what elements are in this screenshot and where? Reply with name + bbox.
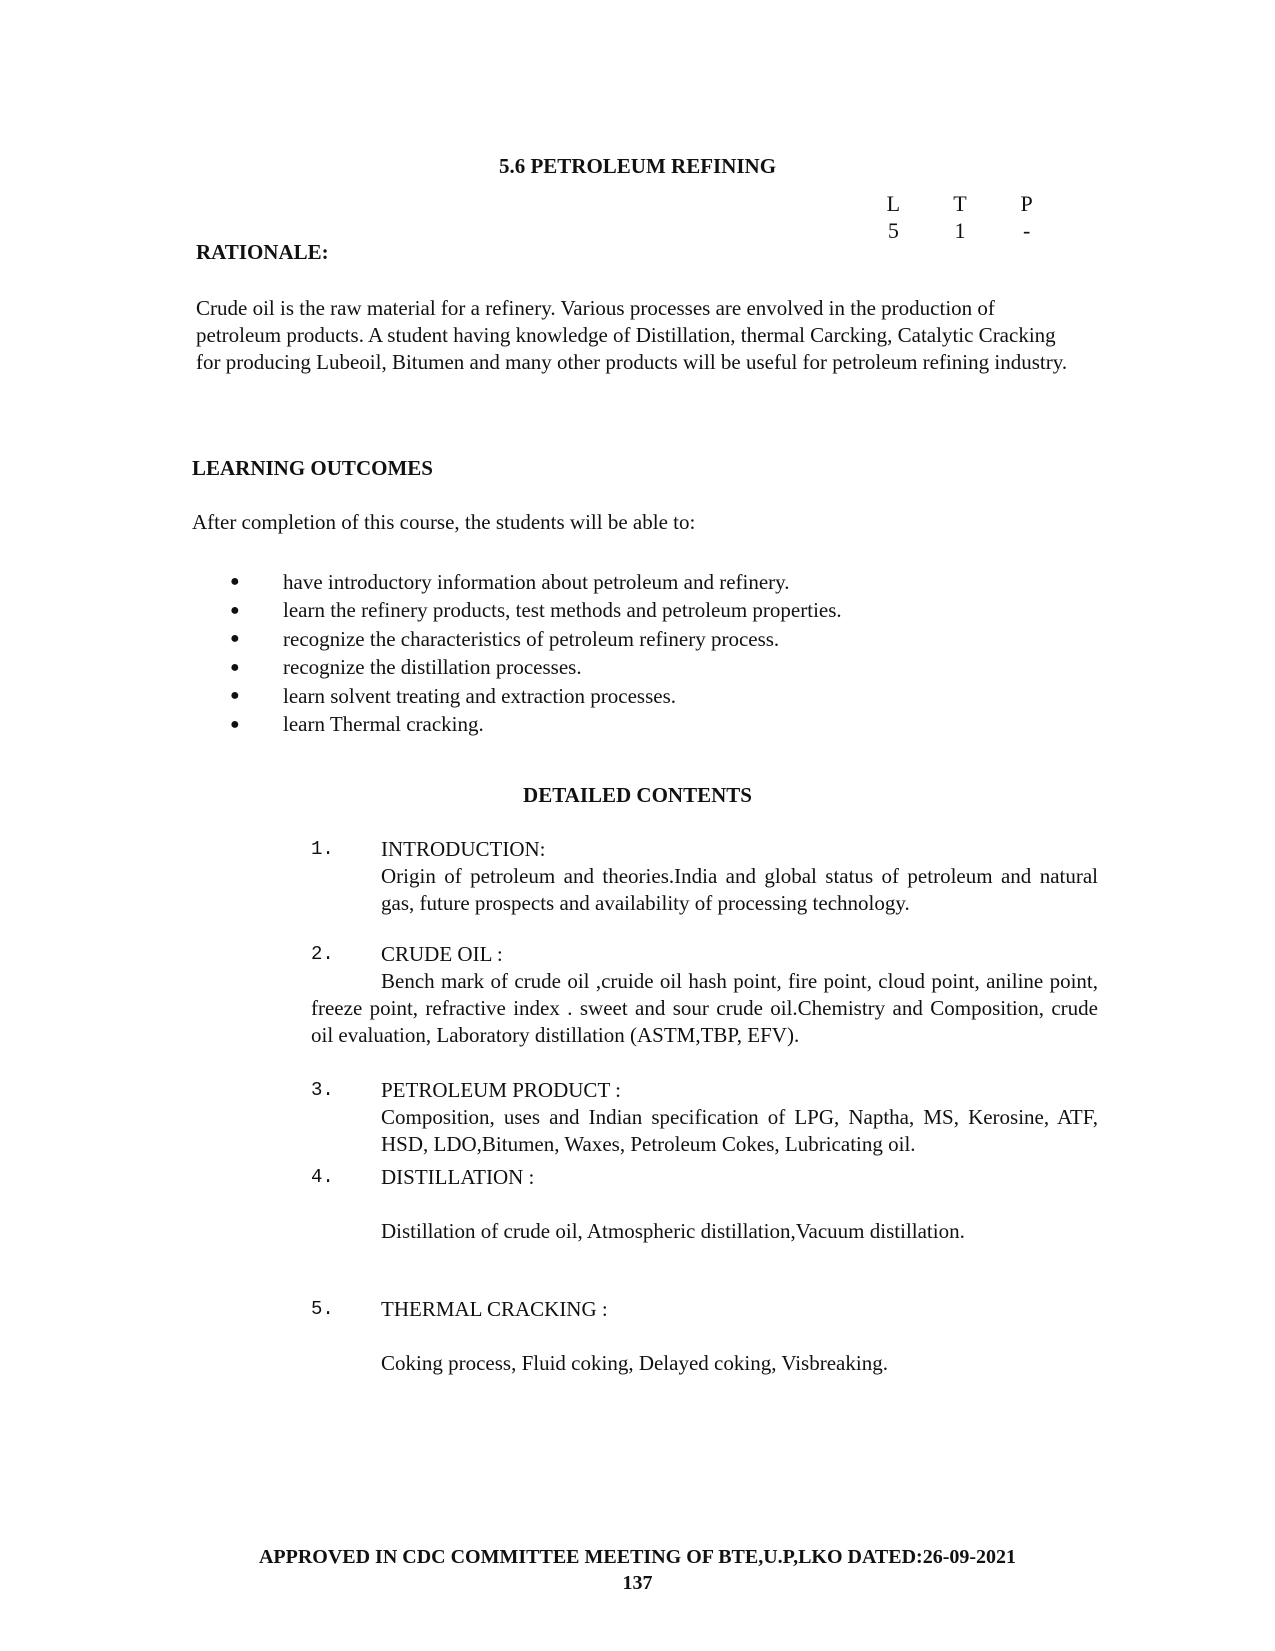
section-text: Distillation of crude oil, Atmospheric distillation,Vacuum distillation.	[381, 1219, 965, 1243]
ltp-value-p: -	[1023, 218, 1031, 243]
section-number: 3.	[311, 1079, 334, 1101]
section-text: Coking process, Fluid coking, Delayed coking, Visbreaking.	[381, 1351, 888, 1375]
ltp-value-row	[860, 217, 1060, 244]
bullet-icon: ●	[230, 630, 240, 648]
section-text: Composition, uses and Indian specification of LPG, Naptha, MS, Kerosine, ATF, HSD, LDO,Bitumen, Waxes, Petroleum Cokes, Lubricating oil.	[381, 1105, 1098, 1156]
ltp-header-row	[860, 190, 1060, 217]
list-item-text: learn the refinery products, test methods and petroleum properties.	[283, 598, 842, 623]
list-item-text: learn solvent treating and extraction processes.	[283, 683, 677, 708]
bullet-icon: ●	[230, 601, 240, 619]
bullet-icon: ●	[230, 658, 240, 676]
bullet-icon: ●	[230, 573, 240, 591]
list-item	[230, 654, 930, 683]
list-item-text: learn Thermal cracking.	[283, 712, 484, 737]
detailed-contents-heading: DETAILED CONTENTS	[523, 783, 752, 807]
section-title: PETROLEUM PRODUCT :	[381, 1078, 621, 1102]
ltp-table	[860, 190, 1060, 244]
bullet-icon: ●	[230, 715, 240, 733]
section-number: 2.	[311, 943, 334, 965]
list-item-text: recognize the characteristics of petroleum refinery process.	[283, 626, 780, 651]
ltp-header-l: L	[886, 191, 901, 216]
section-title: CRUDE OIL :	[381, 942, 503, 966]
section-text: Bench mark of crude oil ,cruide oil hash point, fire point, cloud point, aniline point, freeze point, refractive index . sweet and sour crude oil.Chemistry and Composition, crude oil evaluation, Laboratory distillation (ASTM,TBP, EFV).	[311, 969, 1098, 1047]
content-section-5	[311, 1296, 1098, 1377]
content-section-1	[311, 836, 1098, 917]
section-title: INTRODUCTION:	[381, 837, 546, 861]
list-item	[230, 568, 930, 597]
ltp-value-l: 5	[887, 218, 899, 243]
section-title: THERMAL CRACKING :	[381, 1297, 608, 1321]
section-number: 4.	[311, 1166, 334, 1188]
list-item-text: recognize the distillation processes.	[283, 655, 582, 680]
ltp-header-p: P	[1020, 191, 1033, 216]
learning-outcomes-heading: LEARNING OUTCOMES	[192, 456, 433, 480]
section-number: 1.	[311, 838, 334, 860]
learning-outcomes-intro: After completion of this course, the students will be able to:	[192, 510, 696, 534]
content-section-4	[311, 1164, 1098, 1245]
rationale-text: Crude oil is the raw material for a refinery. Various processes are envolved in the production of petroleum products. A student having knowledge of Distillation, thermal Carcking, Catalytic Cracking for producing Lubeoil, Bitumen and many other products will be useful for petroleum refining industry.	[196, 296, 1068, 374]
bullet-icon: ●	[230, 687, 240, 705]
list-item-text: have introductory information about petroleum and refinery.	[283, 569, 790, 594]
rationale-heading: RATIONALE:	[196, 240, 329, 264]
list-item	[230, 711, 930, 740]
list-item	[230, 625, 930, 654]
content-section-3	[311, 1077, 1098, 1158]
list-item	[230, 597, 930, 626]
section-text: Origin of petroleum and theories.India and global status of petroleum and natural gas, future prospects and availability of processing technology.	[381, 864, 1098, 915]
section-title: DISTILLATION :	[381, 1165, 535, 1189]
course-title: 5.6 PETROLEUM REFINING	[498, 154, 777, 178]
ltp-header-t: T	[953, 191, 967, 216]
page-number: 137	[622, 1572, 653, 1594]
learning-outcomes-list	[230, 568, 930, 739]
list-item	[230, 682, 930, 711]
approval-footer: APPROVED IN CDC COMMITTEE MEETING OF BTE,U.P,LKO DATED:26-09-2021	[258, 1546, 1017, 1568]
ltp-value-t: 1	[954, 218, 966, 243]
section-number: 5.	[311, 1298, 334, 1320]
content-section-2	[311, 941, 1098, 1049]
